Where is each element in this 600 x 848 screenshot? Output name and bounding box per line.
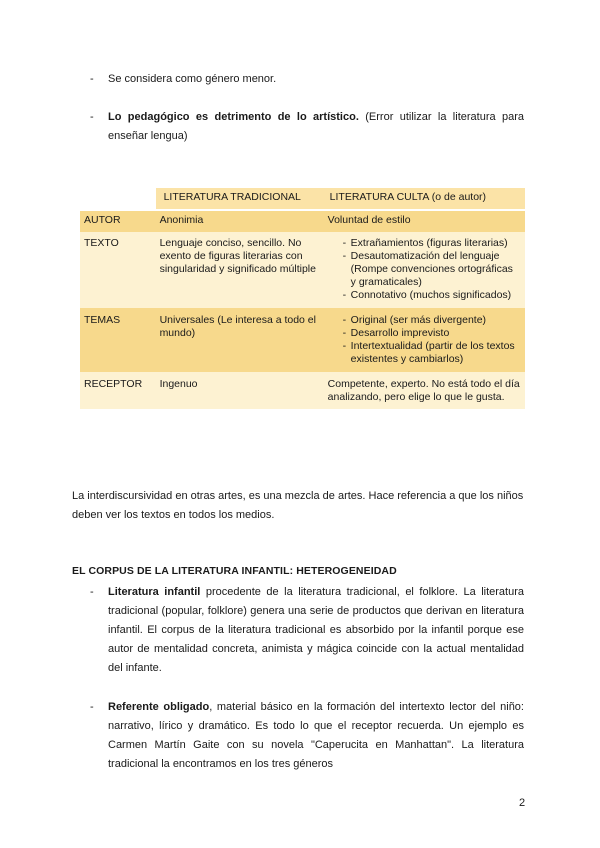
intro-rest-phrase: (Error utilizar la literatura para enseñar lengua) xyxy=(108,111,524,142)
list-item: - Connotativo (muchos significados) xyxy=(328,289,521,302)
bullet-text xyxy=(108,583,524,678)
cell-traditional: Universales (Le interesa a todo el mundo) xyxy=(156,308,324,372)
table-row xyxy=(80,211,525,232)
intro-text-genre: Se considera como género menor. xyxy=(108,73,277,85)
table-header-row xyxy=(80,188,525,209)
row-label: AUTOR xyxy=(80,211,156,232)
list-item: - Desautomatización del lenguaje (Rompe convenciones ortográficas y gramaticales) xyxy=(328,250,521,289)
cell-culta: Voluntad de estilo xyxy=(324,211,525,232)
list-item: - Desarrollo imprevisto xyxy=(328,327,521,340)
bullet-dash: - xyxy=(90,111,94,123)
row-label: TEXTO xyxy=(80,232,156,308)
section-heading: EL CORPUS DE LA LITERATURA INFANTIL: HETEROGENEIDAD xyxy=(72,565,397,577)
bullet-body: procedente de la literatura tradicional, el folklore. La literatura tradicional (popular, folklore) genera una serie de productos que derivan en literatura infantil. El corpus de la literatura tradicional es absorbido por la infantil porque ese autor de mentalidad concreta, animista y mágica coincide con la actual mentalidad del infante. xyxy=(108,586,525,674)
table-header-culta: LITERATURA CULTA (o de autor) xyxy=(324,188,525,209)
bullet-dash: - xyxy=(90,73,94,85)
intro-bold-phrase: Lo pedagógico es detrimento de lo artístico. xyxy=(108,111,359,123)
cell-culta xyxy=(324,232,525,308)
intro-text-pedagogic xyxy=(108,108,524,146)
interdiscursividad-paragraph: La interdiscursividad en otras artes, es una mezcla de artes. Hace referencia a que los niños deben ver los textos en todos los medios. xyxy=(72,490,524,521)
bullet-bold-term: Referente obligado xyxy=(108,701,210,713)
list-item: - Intertextualidad (partir de los textos existentes y cambiarlos) xyxy=(328,340,521,366)
bullet-text xyxy=(108,698,524,774)
row-label: TEMAS xyxy=(80,308,156,372)
list-item: - Original (ser más divergente) xyxy=(328,314,521,327)
table-header-traditional: LITERATURA TRADICIONAL xyxy=(156,188,324,209)
cell-culta: Competente, experto. No está todo el día analizando, pero elige lo que le gusta. xyxy=(324,372,525,409)
bullet-bold-term: Literatura infantil xyxy=(108,586,201,598)
page-number: 2 xyxy=(519,797,526,809)
literature-comparison-table xyxy=(80,188,525,409)
list-item: - Extrañamientos (figuras literarias) xyxy=(328,237,521,250)
bullet-dash: - xyxy=(90,701,94,713)
cell-traditional: Lenguaje conciso, sencillo. No exento de figuras literarias con singularidad y significado múltiple xyxy=(156,232,324,308)
table-row xyxy=(80,372,525,409)
cell-culta xyxy=(324,308,525,372)
bullet-dash: - xyxy=(90,586,94,598)
cell-traditional: Anonimia xyxy=(156,211,324,232)
row-label: RECEPTOR xyxy=(80,372,156,409)
cell-traditional: Ingenuo xyxy=(156,372,324,409)
bullet-body: , material básico en la formación del intertexto lector del niño: narrativo, lírico y dramático. Es todo lo que el receptor recuerda. Un ejemplo es Carmen Martín Gaite con su novela "Caperucita en Manhattan". La literatura tradicional la encontramos en los tres géneros xyxy=(108,701,524,770)
table-row xyxy=(80,232,525,308)
table-row xyxy=(80,308,525,372)
table-header-empty xyxy=(80,188,156,209)
